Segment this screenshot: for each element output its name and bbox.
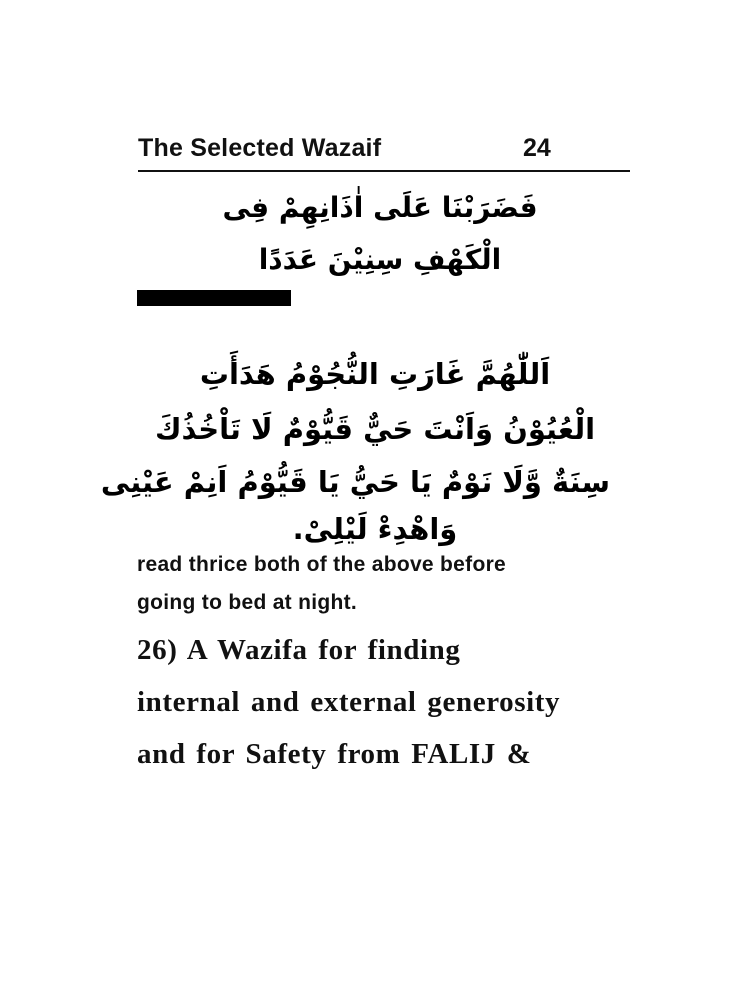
instruction-line-2: going to bed at night. [137, 591, 358, 614]
section-26-line-3: and for Safety from FALIJ & [137, 738, 532, 770]
dua-2-line-1: اَللّٰهُمَّ غَارَتِ النُّجُوْمُ هَدَأَتِ [199, 357, 551, 391]
section-26-heading [137, 624, 637, 780]
page-number: 24 [523, 134, 551, 162]
header-title: The Selected Wazaif [138, 134, 382, 162]
instruction-text [137, 546, 617, 622]
dua-1-line-1: فَضَرَبْنَا عَلَى اٰذَانِهِمْ فِى [222, 191, 538, 224]
instruction-line-1: read thrice both of the above before [137, 553, 507, 576]
section-divider-bar [137, 290, 291, 306]
dua-2-line-3: سِنَةٌ وَّلَا نَوْمٌ يَا حَيُّ يَا قَيُّوْمُ اَنِمْ عَيْنِى [100, 465, 610, 499]
dua-2-line-4: وَاهْدِءْ لَيْلِىْ. [292, 512, 458, 546]
dua-2-line-2: الْعُيُوْنُ وَاَنْتَ حَيٌّ قَيُّوْمٌ لَا تَاْخُذُكَ [154, 412, 596, 446]
section-26-line-2: internal and external generosity [137, 686, 561, 718]
dua-1-line-2: الْكَهْفِ سِنِيْنَ عَدَدًا [258, 243, 502, 276]
header-rule [138, 170, 630, 172]
page-header [138, 132, 630, 172]
section-26-line-1: 26) A Wazifa for finding [137, 634, 461, 666]
